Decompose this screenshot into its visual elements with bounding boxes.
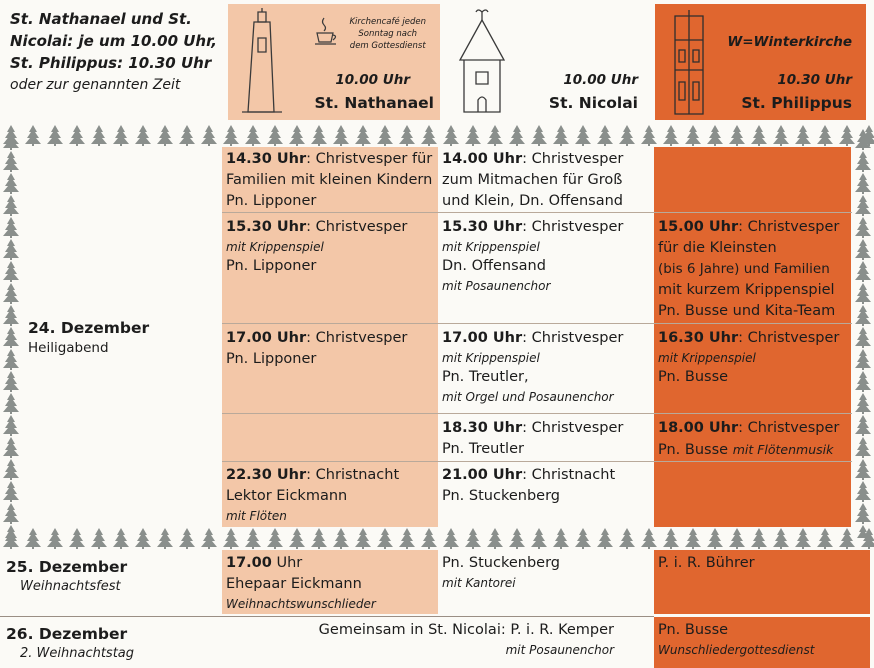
philippus-header-name: St. Philippus [741, 94, 852, 112]
service-entry [442, 149, 654, 212]
row-divider [222, 212, 852, 213]
dec26-subtitle: 2. Weihnachtstag [20, 646, 135, 661]
philippus-tower-icon [669, 10, 709, 116]
service-line: Pn. Treutler [442, 441, 524, 457]
header-philippus [655, 4, 866, 120]
service-line: Pn. Busse [658, 442, 729, 458]
joint-service-note: mit Posaunenchor [505, 643, 614, 657]
service-title: : Christvesper [306, 219, 408, 235]
service-time: 18.30 Uhr [442, 420, 523, 436]
nicolai-header-time: 10.00 Uhr [563, 72, 638, 88]
service-note: mit Kantorei [442, 576, 516, 590]
row-divider [222, 413, 852, 414]
service-entry [658, 328, 852, 388]
dec24-label [28, 318, 149, 358]
service-entry [226, 465, 438, 525]
service-time: 14.30 Uhr [226, 151, 307, 167]
service-time: 17.00 Uhr [442, 330, 523, 346]
intro-line-2: Nicolai: je um 10.00 Uhr, [10, 32, 218, 50]
tree-border-bottom [0, 527, 874, 549]
service-entry [442, 553, 654, 592]
service-line: Lektor Eickmann [226, 488, 348, 504]
service-note: mit Krippenspiel [658, 351, 756, 365]
service-entry [442, 217, 654, 295]
dec25-date: 25. Dezember [6, 558, 128, 576]
service-line: Pn. Busse [658, 369, 729, 385]
service-entry [658, 418, 852, 461]
service-entry [442, 465, 654, 507]
service-line: Pn. Treutler, [442, 369, 529, 385]
service-note: mit Flötenmusik [732, 442, 834, 457]
service-line: Dn. Offensand [442, 258, 546, 274]
service-time: 17.00 [226, 555, 272, 571]
row-divider [222, 323, 852, 324]
service-time-unit: Uhr [271, 555, 303, 571]
service-time: 18.00 Uhr [658, 420, 739, 436]
service-time: 15.30 Uhr [226, 219, 307, 235]
service-line: Pn. Lipponer [226, 258, 317, 274]
service-line: Familien mit kleinen Kindern [226, 172, 433, 188]
service-title: : Christvesper [306, 330, 408, 346]
service-entry [226, 328, 438, 370]
service-time: 17.00 Uhr [226, 330, 307, 346]
service-line: zum Mitmachen für Groß [442, 172, 623, 188]
service-title: : Christvesper [738, 330, 840, 346]
service-title: : Christvesper [522, 151, 624, 167]
service-line: Ehepaar Eickmann [226, 576, 362, 592]
row-divider [222, 461, 852, 462]
dec26-joint-service [300, 620, 650, 659]
service-note: mit Krippenspiel [442, 351, 540, 365]
service-time: 22.30 Uhr [226, 467, 307, 483]
service-note: mit Orgel und Posaunenchor [442, 390, 614, 404]
nicolai-header-name: St. Nicolai [548, 94, 638, 112]
service-line: Pn. Stuckenberg [442, 488, 560, 504]
tree-border-right [852, 128, 874, 538]
tree-border-top [0, 124, 874, 146]
intro-line-1: St. Nathanael und St. [10, 10, 192, 28]
service-entry [226, 149, 438, 212]
dec24-date: 24. Dezember [28, 319, 150, 337]
dec24-subtitle: Heiligabend [28, 340, 109, 356]
service-entry [658, 553, 868, 574]
nicolai-church-icon [454, 8, 510, 116]
service-note: Wunschliedergottesdienst [658, 643, 815, 657]
dec26-label [6, 624, 134, 664]
intro-line-3: St. Philippus: 10.30 Uhr [10, 54, 212, 72]
service-line: (bis 6 Jahre) und Familien [658, 261, 830, 277]
service-entry [658, 620, 868, 659]
header-nathanael [228, 4, 440, 120]
intro-line-4: oder zur genannten Zeit [10, 77, 181, 93]
service-title: : Christvesper für [306, 151, 433, 167]
dec25-label [6, 557, 127, 597]
service-time: 16.30 Uhr [658, 330, 739, 346]
service-line: Pn. Stuckenberg [442, 555, 560, 571]
winterkirche-note: W=Winterkirche [727, 34, 852, 50]
cafe-note-line-2: Sonntag nach [358, 29, 418, 39]
dec26-date: 26. Dezember [6, 625, 128, 643]
service-entry [226, 553, 438, 613]
service-line: Pn. Busse [658, 622, 729, 638]
intro-text [10, 8, 225, 96]
service-note: mit Posaunenchor [442, 279, 551, 293]
cafe-note-line-3: dem Gottesdienst [349, 41, 426, 51]
service-title: : Christvesper [522, 420, 624, 436]
service-time: 14.00 Uhr [442, 151, 523, 167]
service-note: mit Flöten [226, 509, 287, 523]
service-entry [658, 217, 852, 322]
service-title: : Christvesper [522, 219, 624, 235]
coffee-cup-icon [314, 16, 340, 46]
service-title: : Christvesper [738, 420, 840, 436]
service-entry [226, 217, 438, 277]
cafe-note-line-1: Kirchencafé jeden [349, 17, 426, 27]
day-divider [0, 616, 654, 617]
service-note: mit Krippenspiel [226, 240, 324, 254]
service-title: : Christnacht [306, 467, 400, 483]
service-note: mit Krippenspiel [442, 240, 540, 254]
dec25-subtitle: Weihnachtsfest [20, 579, 121, 594]
service-title: : Christvesper [522, 330, 624, 346]
service-line: und Klein, Dn. Offensand [442, 193, 624, 209]
service-entry [442, 328, 654, 406]
header-nicolai [440, 4, 652, 120]
service-line: Pn. Lipponer [226, 193, 317, 209]
service-time: 15.00 Uhr [658, 219, 739, 235]
service-line: Pn. Busse und Kita-Team [658, 303, 836, 319]
tree-border-left [0, 128, 22, 538]
service-line: P. i. R. Bührer [658, 555, 755, 571]
service-line: für die Kleinsten [658, 240, 777, 256]
nathanael-header-name: St. Nathanael [314, 94, 434, 112]
service-time: 15.30 Uhr [442, 219, 523, 235]
service-note: Weihnachtswunschlieder [226, 597, 376, 611]
service-line: Pn. Lipponer [226, 351, 317, 367]
nathanael-tower-icon [236, 8, 288, 116]
service-time: 21.00 Uhr [442, 467, 523, 483]
philippus-header-time: 10.30 Uhr [777, 72, 852, 88]
joint-service-line: Gemeinsam in St. Nicolai: P. i. R. Kemper [318, 622, 614, 638]
service-title: : Christnacht [522, 467, 616, 483]
service-title: : Christvesper [738, 219, 840, 235]
service-line: mit kurzem Krippenspiel [658, 282, 835, 298]
service-entry [442, 418, 654, 460]
nathanael-header-time: 10.00 Uhr [335, 72, 410, 88]
